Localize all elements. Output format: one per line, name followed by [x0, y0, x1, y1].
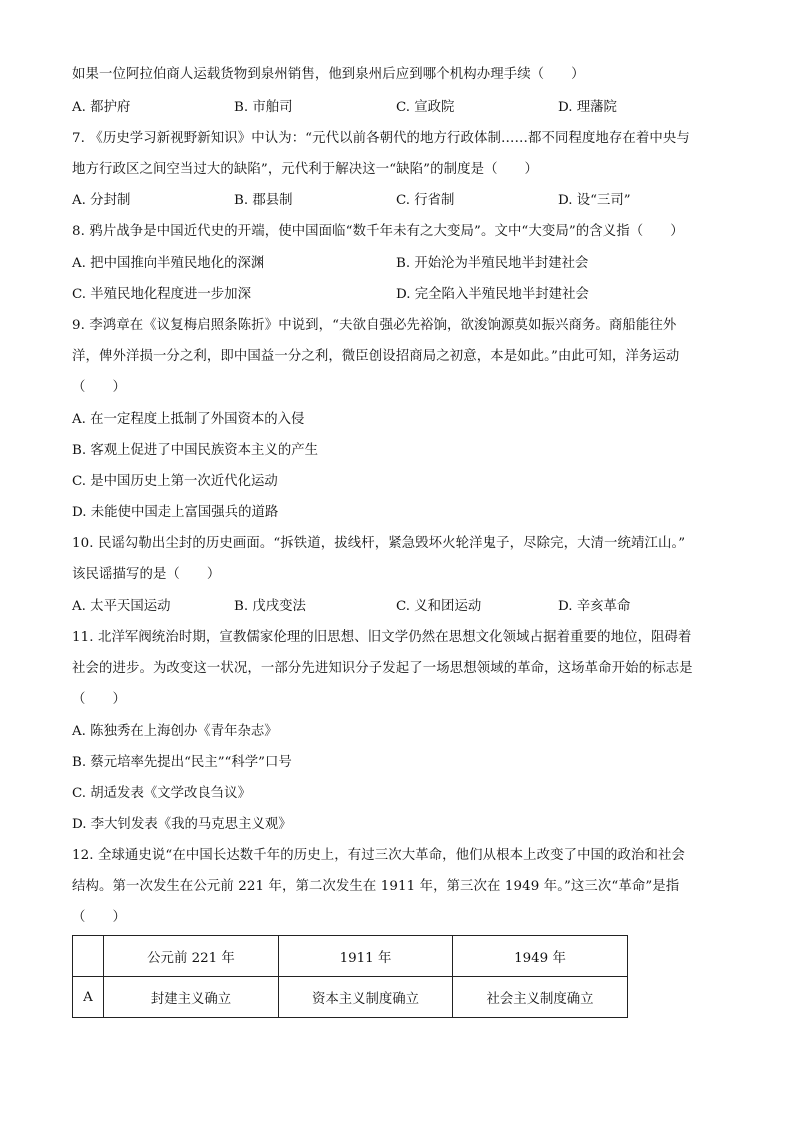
q7-stem-line2: 地方行政区之间空当过大的缺陷”，元代利于解决这一“缺陷”的制度是（ ） — [72, 162, 539, 177]
q6-option-c[interactable]: C. 宣政院 — [396, 100, 455, 115]
q12-answer-blank: （ ） — [72, 910, 126, 925]
q11-option-c[interactable]: C. 胡适发表《文学改良刍议》 — [72, 786, 251, 801]
table-header-cell: 1949 年 — [453, 936, 628, 977]
q8-stem: 8. 鸦片战争是中国近代史的开端，使中国面临“数千年未有之大变局”。文中“大变局”的含义指（ ） — [72, 224, 684, 239]
q11-option-a[interactable]: A. 陈独秀在上海创办《青年杂志》 — [72, 724, 278, 739]
q9-answer-blank: （ ） — [72, 380, 126, 395]
q9-option-a[interactable]: A. 在一定程度上抵制了外国资本的入侵 — [72, 412, 305, 427]
q10-stem-line2: 该民谣描写的是（ ） — [72, 567, 221, 582]
q9-stem-line1: 9. 李鸿章在《议复梅启照条陈折》中说到，“夫欲自强必先裕饷，欲浚饷源莫如振兴商务。商船能往外 — [72, 318, 677, 333]
q7-stem-line1: 7. 《历史学习新视野新知识》中认为：“元代以前各朝代的地方行政体制……都不同程度地存在着中央与 — [72, 131, 690, 146]
q8-option-b[interactable]: B. 开始沦为半殖民地半封建社会 — [396, 256, 589, 271]
table-header-row — [73, 936, 628, 977]
q12-stem-line1: 12. 全球通史说“在中国长达数千年的历史上，有过三次大革命，他们从根本上改变了中国的政治和社会 — [72, 848, 685, 863]
table-header-cell — [73, 936, 104, 977]
table-cell: 资本主义制度确立 — [279, 977, 453, 1018]
q12-stem-line2: 结构。第一次发生在公元前 221 年，第二次发生在 1911 年，第三次在 1949 年。”这三次“革命”是指 — [72, 879, 680, 894]
q7-option-d[interactable]: D. 设“三司” — [558, 193, 631, 208]
q6-option-a[interactable]: A. 都护府 — [72, 100, 131, 115]
q8-option-d[interactable]: D. 完全陷入半殖民地半封建社会 — [396, 287, 589, 302]
table-cell: 社会主义制度确立 — [453, 977, 628, 1018]
q11-answer-blank: （ ） — [72, 692, 126, 707]
q10-stem-line1: 10. 民谣勾勒出尘封的历史画面。“拆铁道，拔线杆，紧急毁坏火轮洋鬼子，尽除完，大清一统靖江山。” — [72, 536, 686, 551]
q10-option-c[interactable]: C. 义和团运动 — [396, 599, 482, 614]
q10-option-d[interactable]: D. 辛亥革命 — [558, 599, 631, 614]
table-header-cell: 公元前 221 年 — [104, 936, 279, 977]
q10-option-a[interactable]: A. 太平天国运动 — [72, 599, 171, 614]
table-header-cell: 1911 年 — [279, 936, 453, 977]
q6-option-b[interactable]: B. 市舶司 — [234, 100, 293, 115]
q6-option-d[interactable]: D. 理藩院 — [558, 100, 617, 115]
q7-option-c[interactable]: C. 行省制 — [396, 193, 455, 208]
q9-option-d[interactable]: D. 未能使中国走上富国强兵的道路 — [72, 505, 279, 520]
q11-stem-line2: 社会的进步。为改变这一状况，一部分先进知识分子发起了一场思想领域的革命，这场革命开始的标志是 — [72, 661, 693, 676]
table-cell: 封建主义确立 — [104, 977, 279, 1018]
q11-option-b[interactable]: B. 蔡元培率先提出“民主”“科学”口号 — [72, 755, 292, 770]
q8-option-c[interactable]: C. 半殖民地化程度进一步加深 — [72, 287, 251, 302]
q9-stem-line2: 洋，俾外洋损一分之利，即中国益一分之利，微臣创设招商局之初意，本是如此。”由此可知，洋务运动 — [72, 349, 680, 364]
q10-option-b[interactable]: B. 戊戌变法 — [234, 599, 306, 614]
q9-option-b[interactable]: B. 客观上促进了中国民族资本主义的产生 — [72, 443, 318, 458]
q9-option-c[interactable]: C. 是中国历史上第一次近代化运动 — [72, 474, 278, 489]
q11-option-d[interactable]: D. 李大钊发表《我的马克思主义观》 — [72, 817, 292, 832]
table-cell-option-label: A — [73, 977, 104, 1018]
q8-option-a[interactable]: A. 把中国推向半殖民地化的深渊 — [72, 256, 265, 271]
q7-option-b[interactable]: B. 郡县制 — [234, 193, 293, 208]
q7-option-a[interactable]: A. 分封制 — [72, 193, 131, 208]
q11-stem-line1: 11. 北洋军阀统治时期，宣教儒家伦理的旧思想、旧文学仍然在思想文化领域占据着重要的地位，阻碍着 — [72, 630, 692, 645]
q12-options-table — [72, 935, 628, 1018]
q6-stem: 如果一位阿拉伯商人运载货物到泉州销售，他到泉州后应到哪个机构办理手续（ ） — [72, 67, 585, 82]
table-row[interactable] — [73, 977, 628, 1018]
